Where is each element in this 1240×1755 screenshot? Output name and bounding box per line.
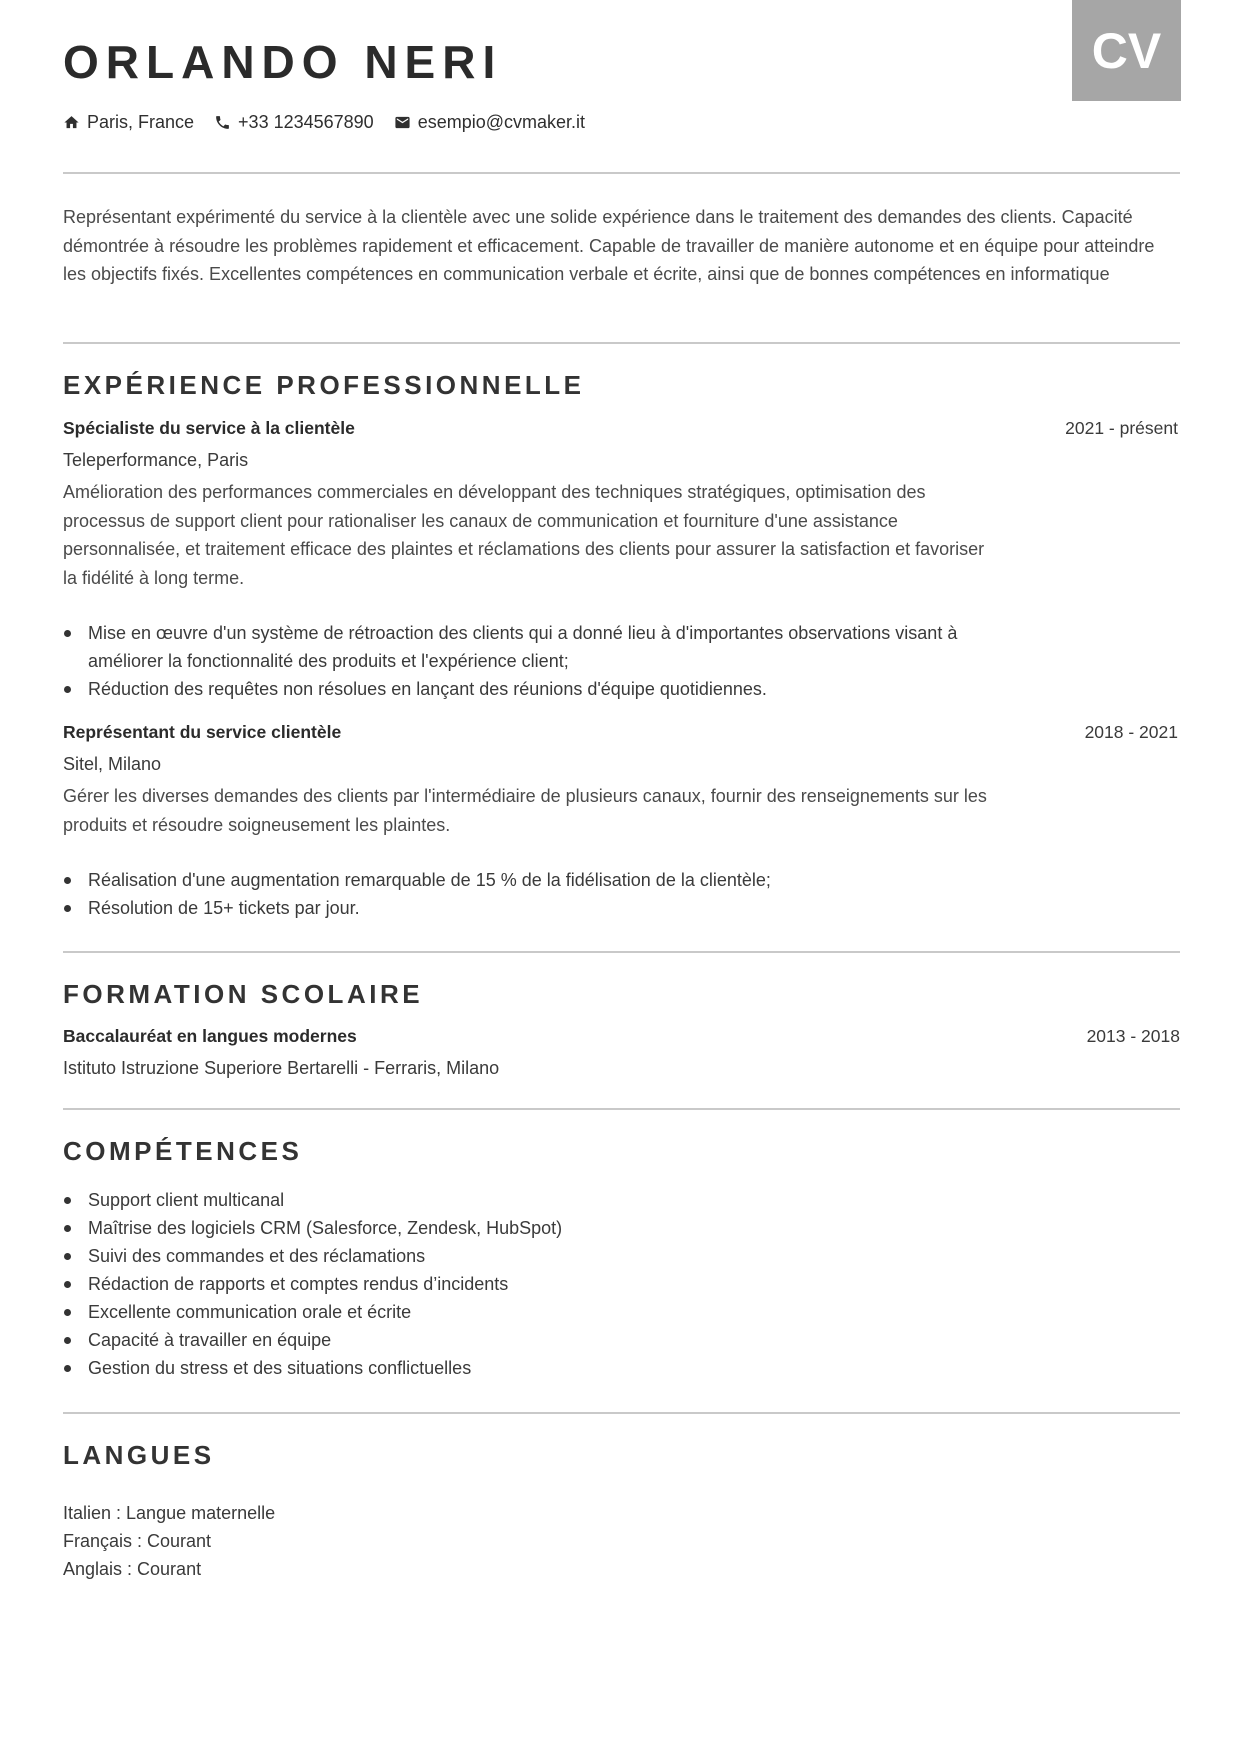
contact-bar bbox=[63, 112, 605, 133]
list-item: Gestion du stress et des situations conflictuelles bbox=[63, 1354, 562, 1382]
list-item: Excellente communication orale et écrite bbox=[63, 1298, 562, 1326]
section-title-skills: COMPÉTENCES bbox=[63, 1136, 303, 1166]
phone-text: +33 1234567890 bbox=[238, 112, 374, 132]
list-item: Réalisation d'une augmentation remarquable de 15 % de la fidélisation de la clientèle; bbox=[63, 866, 1003, 894]
divider bbox=[63, 1108, 1180, 1110]
job-employer: Teleperformance, Paris bbox=[63, 450, 249, 470]
list-item: Français : Courant bbox=[63, 1531, 212, 1551]
list-item: Mise en œuvre d'un système de rétroaction des clients qui a donné lieu à d'importantes observations visant à améliorer la fonctionnalité des produits et l'expérience client; bbox=[63, 619, 1003, 675]
contact-location bbox=[63, 112, 194, 133]
list-item: Rédaction de rapports et comptes rendus d’incidents bbox=[63, 1270, 562, 1298]
email-text: esempio@cvmaker.it bbox=[417, 112, 586, 132]
job-description: Gérer les diverses demandes des clients par l'intermédiaire de plusieurs canaux, fournir des renseignements sur les produits et résoudre soigneusement les plaintes. bbox=[63, 786, 987, 835]
mail-icon bbox=[394, 114, 411, 131]
list-item: Italien : Langue maternelle bbox=[63, 1503, 276, 1523]
degree-dates: 2013 - 2018 bbox=[1086, 1026, 1180, 1046]
profile-summary: Représentant expérimenté du service à la clientèle avec une solide expérience dans le traitement des demandes des clients. Capacité démontrée à résoudre les problèmes rapidement et efficacement. Capable de travailler de manière autonome et en équipe pour atteindre les objectifs fixés. Excellentes compétences en communication verbale et écrite, ainsi que de bonnes compétences en informatique bbox=[63, 207, 1155, 284]
list-item: Anglais : Courant bbox=[63, 1559, 202, 1579]
languages-list bbox=[63, 1499, 275, 1583]
job-title: Représentant du service clientèle bbox=[63, 722, 342, 742]
school-name: Istituto Istruzione Superiore Bertarelli - Ferraris, Milano bbox=[63, 1058, 500, 1078]
list-item: Réduction des requêtes non résolues en lançant des réunions d'équipe quotidiennes. bbox=[63, 675, 1003, 703]
contact-email bbox=[394, 112, 585, 133]
list-item: Capacité à travailler en équipe bbox=[63, 1326, 562, 1354]
job-employer: Sitel, Milano bbox=[63, 754, 162, 774]
contact-phone bbox=[214, 112, 374, 133]
candidate-name: ORLANDO NERI bbox=[63, 36, 503, 88]
experience-entry bbox=[63, 414, 1180, 703]
list-item: Suivi des commandes et des réclamations bbox=[63, 1242, 562, 1270]
divider bbox=[63, 951, 1180, 953]
education-entry bbox=[63, 1022, 1180, 1082]
skills-list bbox=[63, 1186, 562, 1382]
job-dates: 2018 - 2021 bbox=[1084, 722, 1178, 742]
job-title: Spécialiste du service à la clientèle bbox=[63, 418, 355, 438]
list-item: Maîtrise des logiciels CRM (Salesforce, Zendesk, HubSpot) bbox=[63, 1214, 562, 1242]
list-item: Support client multicanal bbox=[63, 1186, 562, 1214]
divider bbox=[63, 172, 1180, 174]
job-dates: 2021 - présent bbox=[1065, 418, 1178, 438]
divider bbox=[63, 1412, 1180, 1414]
experience-entry bbox=[63, 718, 1180, 922]
section-title-languages: LANGUES bbox=[63, 1440, 215, 1470]
section-title-education: FORMATION SCOLAIRE bbox=[63, 979, 424, 1009]
phone-icon bbox=[214, 114, 231, 131]
cv-badge: CV bbox=[1072, 0, 1181, 101]
location-text: Paris, France bbox=[87, 112, 195, 132]
divider bbox=[63, 342, 1180, 344]
degree-title: Baccalauréat en langues modernes bbox=[63, 1026, 357, 1046]
section-title-experience: EXPÉRIENCE PROFESSIONNELLE bbox=[63, 370, 585, 400]
job-description: Amélioration des performances commerciales en développant des techniques stratégiques, optimisation des processus de support client pour rationaliser les canaux de communication et fourniture d'une assistance personnalisée, et traitement efficace des plaintes et réclamations des clients pour assurer la satisfaction et favoriser la fidélité à long terme. bbox=[63, 482, 985, 588]
job-achievements bbox=[63, 619, 1003, 703]
job-achievements bbox=[63, 866, 1003, 922]
list-item: Résolution de 15+ tickets par jour. bbox=[63, 894, 1003, 922]
home-icon bbox=[63, 114, 80, 131]
